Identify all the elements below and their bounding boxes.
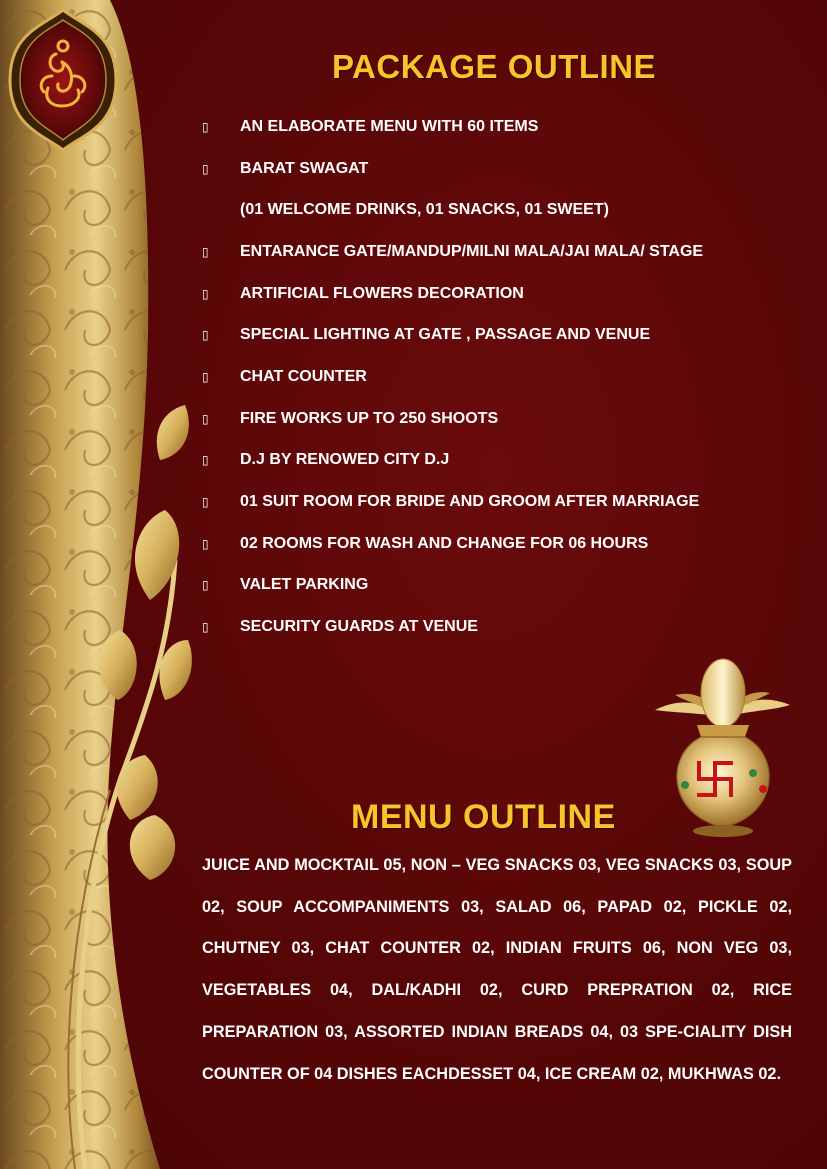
package-item-text: ENTARANCE GATE/MANDUP/MILNI MALA/JAI MALA/ STAGE <box>240 242 704 260</box>
package-item-text: VALET PARKING <box>240 576 369 594</box>
bullet-icon: ▯ <box>202 453 209 468</box>
package-outline-title: PACKAGE OUTLINE <box>332 48 657 85</box>
package-item <box>200 148 820 190</box>
package-item <box>200 356 820 398</box>
package-item-text: ARTIFICIAL FLOWERS DECORATION <box>240 284 524 302</box>
menu-outline-title: MENU OUTLINE <box>351 798 616 836</box>
package-item-text: CHAT COUNTER <box>240 367 367 385</box>
bullet-icon: ▯ <box>202 244 209 259</box>
bullet-icon: ▯ <box>202 369 209 384</box>
package-item-text: 01 SUIT ROOM FOR BRIDE AND GROOM AFTER MARRIAGE <box>240 493 700 511</box>
bullet-icon: ▯ <box>202 495 209 510</box>
package-item-text: 02 ROOMS FOR WASH AND CHANGE FOR 06 HOURS <box>240 534 649 552</box>
package-item <box>200 398 820 440</box>
package-item <box>200 231 820 273</box>
package-item <box>200 273 820 315</box>
package-item <box>200 440 820 482</box>
package-item-text: BARAT SWAGAT <box>240 159 369 177</box>
package-item <box>200 314 820 356</box>
package-item <box>200 189 820 231</box>
package-item <box>200 481 820 523</box>
package-item-text: D.J BY RENOWED CITY D.J <box>240 451 450 469</box>
package-item <box>200 106 820 148</box>
package-item <box>200 565 820 607</box>
ganesha-emblem <box>4 6 122 154</box>
package-list <box>200 106 820 648</box>
package-item-text: AN ELABORATE MENU WITH 60 ITEMS <box>240 117 539 135</box>
kalash-vessel <box>635 655 810 845</box>
package-item-text: FIRE WORKS UP TO 250 SHOOTS <box>240 409 499 427</box>
package-item-text: SECURITY GUARDS AT VENUE <box>240 618 478 636</box>
bullet-icon: ▯ <box>202 328 209 343</box>
bullet-icon: ▯ <box>202 411 209 426</box>
bullet-icon: ▯ <box>202 161 209 176</box>
package-item-text: SPECIAL LIGHTING AT GATE , PASSAGE AND VENUE <box>240 326 651 344</box>
package-item-text: (01 WELCOME DRINKS, 01 SNACKS, 01 SWEET) <box>240 201 609 219</box>
menu-outline-body: JUICE AND MOCKTAIL 05, NON – VEG SNACKS 03, VEG SNACKS 03, SOUP 02, SOUP ACCOMPANIMENTS 03, SALAD 06, PAPAD 02, PICKLE 02, CHUTNEY 03, CHAT COUNTER 02, INDIAN FRUITS 06, NON VEG 03, VEGETABLES 04, DAL/KADHI 02, CURD PREPRATION 02, RICE PREPARATION 03, ASSORTED INDIAN BREADS 04, 03 SPE-CIALITY DISH COUNTER OF 04 DISHES EACHDESSET 04, ICE CREAM 02, MUKHWAS 02. <box>202 856 792 1083</box>
package-item <box>200 606 820 648</box>
gold-floral-panel <box>0 0 200 1169</box>
bullet-icon: ▯ <box>202 286 209 301</box>
bullet-icon: ▯ <box>202 620 209 635</box>
package-item <box>200 523 820 565</box>
bullet-icon: ▯ <box>202 119 209 134</box>
bullet-icon: ▯ <box>202 536 209 551</box>
bullet-icon: ▯ <box>202 578 209 593</box>
